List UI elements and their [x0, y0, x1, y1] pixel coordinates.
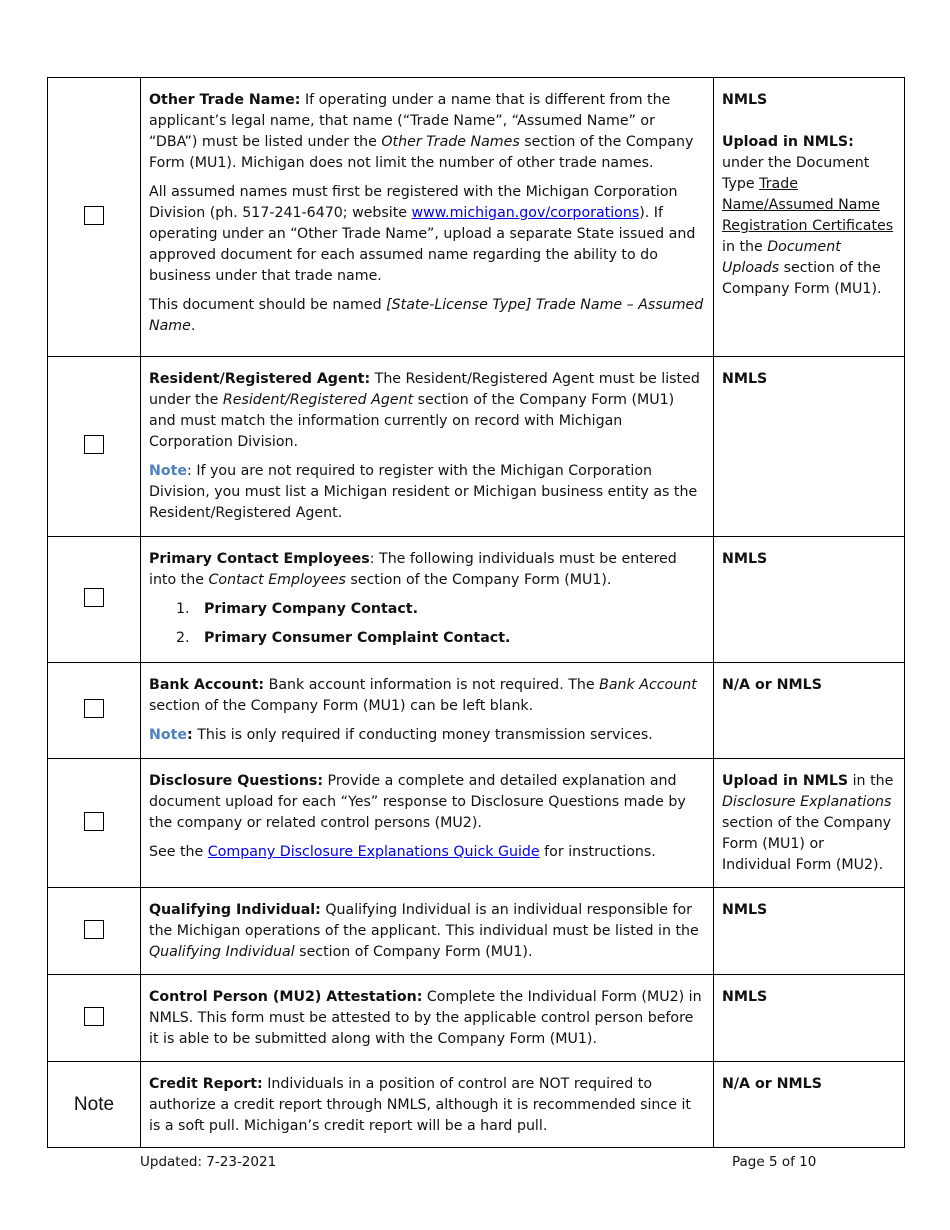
text: : If you are not required to register with the Michigan Corporation Division, you must list a Michigan resident or Michigan business entity as the Resident/Registered Agent.	[149, 463, 698, 521]
text: This is only required if conducting money transmission services.	[192, 727, 653, 743]
text: Complete the Individual Form (MU2) in NMLS. This form must be attested to by the applicable control person before it is able to be submitted along with the Company Form (MU1).	[149, 989, 702, 1047]
paragraph	[149, 987, 705, 1050]
source-label: N/A or NMLS	[722, 1076, 822, 1092]
description-cell	[141, 759, 714, 888]
description-cell	[141, 888, 714, 975]
table-row	[48, 975, 905, 1062]
table-row	[48, 78, 905, 357]
description-cell	[141, 78, 714, 357]
checkbox[interactable]	[84, 699, 104, 718]
text: All assumed names must first be registered with the Michigan Corporation Division (ph. 517-241-6470; website	[149, 184, 678, 221]
paragraph	[149, 549, 705, 591]
checkbox[interactable]	[84, 920, 104, 939]
row-title: Other Trade Name:	[149, 92, 301, 108]
checkbox-cell	[48, 78, 141, 357]
row-title: Resident/Registered Agent:	[149, 371, 371, 387]
paragraph	[149, 90, 705, 174]
paragraph	[149, 295, 705, 337]
checkbox-cell	[48, 888, 141, 975]
source-cell	[714, 537, 905, 663]
source-cell	[714, 663, 905, 759]
source-label: NMLS	[722, 989, 768, 1005]
paragraph	[149, 675, 705, 717]
description-cell	[141, 357, 714, 537]
text: section of the Company Form (MU1) can be left blank.	[149, 698, 534, 714]
text-italic: Other Trade Names	[381, 134, 520, 150]
table-row	[48, 663, 905, 759]
source-label: NMLS	[722, 902, 768, 918]
checkbox[interactable]	[84, 435, 104, 454]
text-italic: Document Uploads	[722, 239, 841, 276]
text: This document should be named	[149, 297, 387, 313]
text: for instructions.	[539, 844, 656, 860]
source-cell	[714, 357, 905, 537]
checkbox[interactable]	[84, 1007, 104, 1026]
paragraph	[149, 369, 705, 453]
note-label: Note	[149, 727, 188, 743]
paragraph	[149, 182, 705, 287]
source-label: N/A or NMLS	[722, 677, 822, 693]
list-text: Primary Company Contact.	[204, 601, 418, 617]
table-row	[48, 888, 905, 975]
source-label: NMLS	[722, 92, 768, 108]
note-label: Note	[149, 463, 188, 479]
row-title: Qualifying Individual:	[149, 902, 321, 918]
table-row	[48, 357, 905, 537]
text: section of the Company Form (MU1).	[345, 572, 612, 588]
checkbox[interactable]	[84, 588, 104, 607]
source-label: NMLS	[722, 371, 768, 387]
source-cell	[714, 78, 905, 357]
list-text: Primary Consumer Complaint Contact.	[204, 630, 511, 646]
text-bold: Upload in NMLS	[722, 773, 849, 789]
text: under the Document Type	[722, 155, 870, 192]
footer-page-number: Page 5 of 10	[732, 1154, 817, 1170]
text: Individuals in a position of control are NOT required to authorize a credit report through NMLS, although it is recommended since it is a soft pull. Michigan’s credit report will be a hard pull.	[149, 1076, 691, 1134]
row-title: Bank Account:	[149, 677, 265, 693]
source-cell	[714, 888, 905, 975]
description-cell	[141, 1062, 714, 1148]
source-cell	[714, 1062, 905, 1148]
text: Bank account information is not required. The	[264, 677, 600, 693]
text: in the	[722, 239, 768, 255]
table-row	[48, 759, 905, 888]
source-label: NMLS	[722, 551, 768, 567]
checkbox-cell	[48, 537, 141, 663]
text: section of the Company Form (MU1). Michigan does not limit the number of other trade names.	[149, 134, 694, 171]
row-title: Credit Report:	[149, 1076, 263, 1092]
checkbox-cell	[48, 759, 141, 888]
paragraph	[149, 1074, 705, 1137]
text: in the	[848, 773, 894, 789]
text-italic: Contact Employees	[208, 572, 346, 588]
text: Provide a complete and detailed explanation and document upload for each “Yes” response to Disclosure Questions made by the company or related control persons (MU2).	[149, 773, 686, 831]
description-cell	[141, 537, 714, 663]
source-upload-text	[722, 132, 896, 300]
paragraph	[149, 461, 705, 524]
text-underline: Trade Name/Assumed Name Registration Certificates	[722, 176, 894, 234]
text-italic: Qualifying Individual	[149, 944, 295, 960]
text-italic: Resident/Registered Agent	[222, 392, 414, 408]
checkbox-cell	[48, 357, 141, 537]
text-italic: [State-License Type] Trade Name – Assumed Name	[149, 297, 704, 334]
text: Qualifying Individual is an individual responsible for the Michigan operations of the applicant. This individual must be listed in the	[149, 902, 699, 939]
list-item	[149, 628, 705, 649]
text-italic: Bank Account	[599, 677, 697, 693]
note-cell	[48, 1062, 141, 1148]
text: section of the Company Form (MU1) or Individual Form (MU2).	[722, 815, 892, 873]
checkbox[interactable]	[84, 206, 104, 225]
requirements-table	[47, 77, 905, 1148]
row-title: Disclosure Questions:	[149, 773, 324, 789]
text: section of the Company Form (MU1).	[722, 260, 882, 297]
text-bold: :	[187, 727, 193, 743]
description-cell	[141, 663, 714, 759]
checkbox[interactable]	[84, 812, 104, 831]
checkbox-cell	[48, 975, 141, 1062]
note-row-label: Note	[73, 1093, 115, 1115]
list-item	[149, 599, 705, 620]
text: section of the Company Form (MU1) and must match the information currently on record with Michigan Corporation Division.	[149, 392, 675, 450]
source-upload-text	[722, 771, 896, 876]
quick-guide-link[interactable]: Company Disclosure Explanations Quick Guide	[207, 844, 540, 860]
source-cell	[714, 759, 905, 888]
paragraph	[149, 900, 705, 963]
corporations-link[interactable]: www.michigan.gov/corporations	[411, 205, 640, 221]
table-row	[48, 537, 905, 663]
text: : The following individuals must be entered into the	[149, 551, 677, 588]
footer-updated: Updated: 7-23-2021	[140, 1154, 277, 1170]
text: See the	[149, 844, 208, 860]
source-cell	[714, 975, 905, 1062]
text: If operating under a name that is different from the applicant’s legal name, that name (“Trade Name”, “Assumed Name” or “DBA”) must be listed under the	[149, 92, 671, 150]
text: section of Company Form (MU1).	[294, 944, 533, 960]
table-row	[48, 1062, 905, 1148]
row-title: Primary Contact Employees	[149, 551, 370, 567]
list-number: 1.	[176, 601, 190, 617]
paragraph	[149, 725, 705, 746]
text: ). If operating under an “Other Trade Name”, upload a separate State issued and approved document for each assumed name regarding the ability to do business under that trade name.	[149, 205, 696, 284]
text: The Resident/Registered Agent must be listed under the	[149, 371, 700, 408]
text: .	[190, 318, 196, 334]
text-italic: Disclosure Explanations	[722, 794, 892, 810]
paragraph	[149, 842, 705, 863]
checkbox-cell	[48, 663, 141, 759]
list-number: 2.	[176, 630, 190, 646]
description-cell	[141, 975, 714, 1062]
text-bold: Upload in NMLS:	[722, 134, 854, 150]
row-title: Control Person (MU2) Attestation:	[149, 989, 423, 1005]
paragraph	[149, 771, 705, 834]
